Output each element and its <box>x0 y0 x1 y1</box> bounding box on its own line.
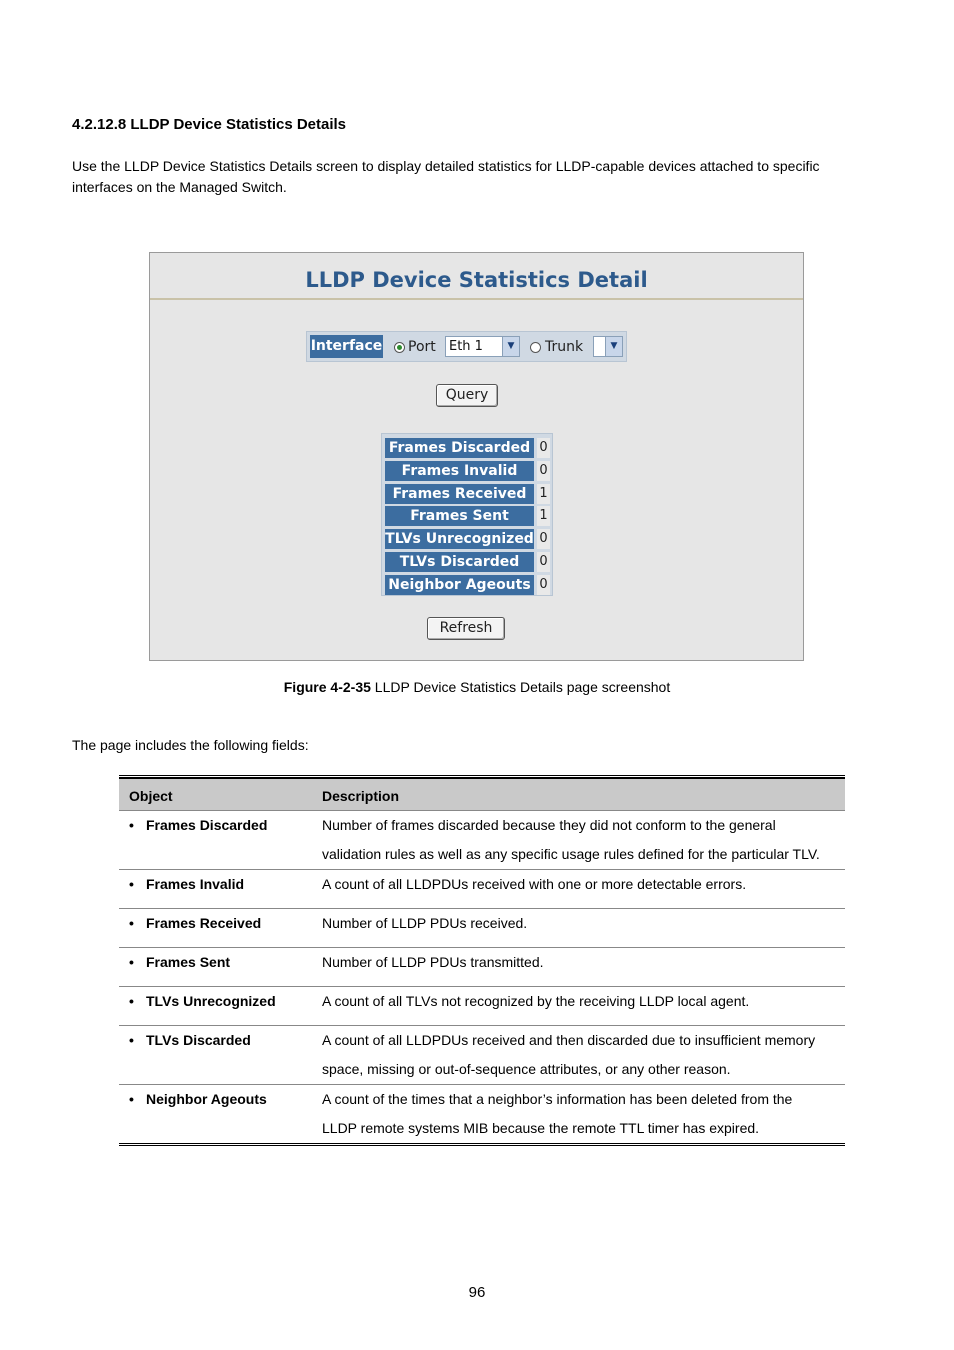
table-body <box>119 811 845 1143</box>
field-name <box>129 1085 267 1114</box>
field-name <box>129 909 261 938</box>
field-name <box>129 948 230 977</box>
trunk-radio-label: Trunk <box>545 339 584 355</box>
stat-value: 1 <box>537 506 550 526</box>
port-radio[interactable] <box>394 342 405 353</box>
description-line: A count of all TLVs not recognized by the receiving LLDP local agent. <box>322 993 750 1009</box>
interface-label: Interface <box>310 335 383 358</box>
stat-label: TLVs Discarded <box>385 552 534 572</box>
description-line: A count of the times that a neighbor’s information has been deleted from the <box>322 1091 793 1107</box>
bullet-icon: • <box>129 1032 134 1048</box>
description-line: Number of LLDP PDUs transmitted. <box>322 954 544 970</box>
description-column-header: Description <box>322 788 400 804</box>
description-line: Number of frames discarded because they did not conform to the general <box>322 817 776 833</box>
field-name-text: Frames Received <box>146 915 262 931</box>
stat-label: TLVs Unrecognized <box>385 531 534 548</box>
stat-label: Frames Received <box>385 484 534 504</box>
stat-label: Frames Discarded <box>385 438 534 458</box>
table-row <box>119 909 845 948</box>
table-row <box>119 987 845 1026</box>
stat-value: 0 <box>537 529 550 549</box>
object-column-header: Object <box>129 788 173 804</box>
field-description <box>322 987 842 1016</box>
query-button[interactable]: Query <box>436 384 498 407</box>
trunk-radio[interactable] <box>530 342 541 353</box>
stat-value: 0 <box>537 461 550 481</box>
table-rule <box>119 1143 845 1144</box>
table-row <box>119 1085 845 1143</box>
stat-value: 0 <box>537 438 550 458</box>
figure-number: Figure 4-2-35 <box>283 679 371 695</box>
field-description <box>322 948 842 977</box>
field-name-text: Frames Sent <box>146 954 231 970</box>
bullet-icon: • <box>129 993 134 1009</box>
interface-selector <box>306 331 627 362</box>
description-line: space, missing or out-of-sequence attributes, or any other reason. <box>322 1061 731 1077</box>
table-row <box>119 870 845 909</box>
statistics-table <box>381 433 553 596</box>
field-description <box>322 811 842 869</box>
description-line: Number of LLDP PDUs received. <box>322 915 528 931</box>
port-select-value: Eth 1 <box>449 339 483 354</box>
fields-table <box>119 775 845 1146</box>
section-heading: 4.2.12.8 LLDP Device Statistics Details <box>72 116 347 133</box>
port-radio-label: Port <box>408 339 436 355</box>
field-description <box>322 909 842 938</box>
description-line: validation rules as well as any specific usage rules defined for the particular TLV. <box>322 846 820 862</box>
field-name-text: Neighbor Ageouts <box>146 1091 267 1107</box>
stat-label: Neighbor Ageouts <box>385 575 534 595</box>
field-description <box>322 870 842 899</box>
field-description <box>322 1026 842 1084</box>
description-line: A count of all LLDPDUs received with one or more detectable errors. <box>322 876 747 892</box>
description-line: A count of all LLDPDUs received and then discarded due to insufficient memory <box>322 1032 816 1048</box>
trunk-select[interactable] <box>593 336 623 357</box>
chevron-down-icon: ▼ <box>605 337 622 356</box>
stat-value: 0 <box>537 575 550 595</box>
figure-caption <box>0 679 954 695</box>
figure-caption-text: LLDP Device Statistics Details page screenshot <box>370 679 671 695</box>
screenshot-title: LLDP Device Statistics Detail <box>150 253 803 300</box>
lldp-stats-screenshot <box>149 252 804 661</box>
table-rule <box>119 1145 845 1146</box>
table-row <box>119 811 845 870</box>
bullet-icon: • <box>129 817 134 833</box>
refresh-button[interactable]: Refresh <box>427 617 505 640</box>
table-header <box>119 779 845 811</box>
chevron-down-icon: ▼ <box>502 337 519 356</box>
field-name <box>129 987 276 1016</box>
field-name-text: Frames Invalid <box>146 876 245 892</box>
bullet-icon: • <box>129 915 134 931</box>
stat-value: 1 <box>537 484 550 504</box>
description-line: LLDP remote systems MIB because the remote TTL timer has expired. <box>322 1120 760 1136</box>
field-description <box>322 1085 842 1143</box>
table-rule <box>119 775 845 776</box>
table-row <box>119 948 845 987</box>
table-row <box>119 1026 845 1085</box>
bullet-icon: • <box>129 954 134 970</box>
bullet-icon: • <box>129 1091 134 1107</box>
stat-label: Frames Sent <box>385 506 534 526</box>
field-name <box>129 811 267 840</box>
field-name <box>129 870 244 899</box>
field-name-text: TLVs Discarded <box>146 1032 251 1048</box>
stat-value: 0 <box>537 552 550 572</box>
stat-label: Frames Invalid <box>385 461 534 481</box>
field-name-text: Frames Discarded <box>146 817 268 833</box>
port-select[interactable] <box>445 336 520 357</box>
intro-paragraph: Use the LLDP Device Statistics Details screen to display detailed statistics for LLDP-capable devices attached to specific interfaces on the Managed Switch. <box>72 158 820 195</box>
field-name <box>129 1026 251 1055</box>
bullet-icon: • <box>129 876 134 892</box>
field-name-text: TLVs Unrecognized <box>146 993 276 1009</box>
page-number: 96 <box>468 1284 486 1301</box>
fields-intro: The page includes the following fields: <box>72 737 309 753</box>
